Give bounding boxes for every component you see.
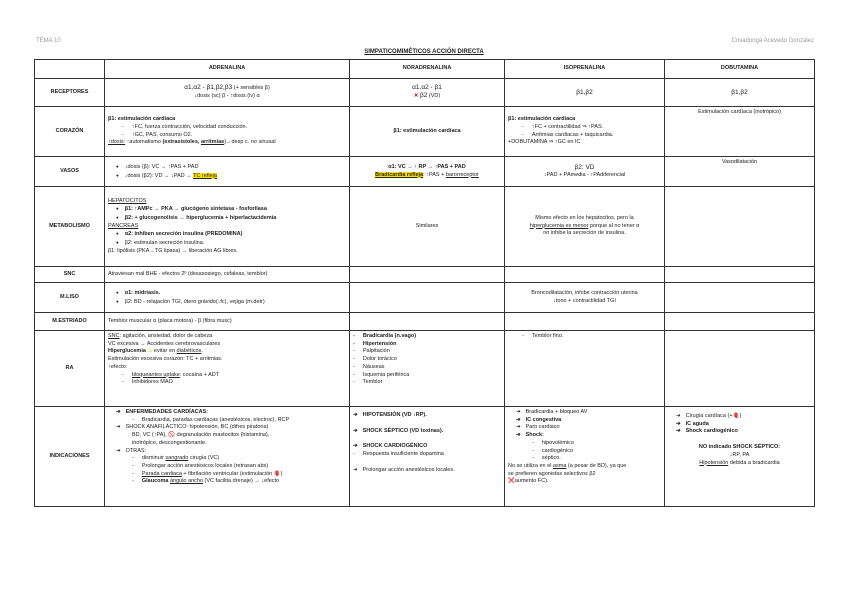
- comparison-table: [34, 59, 815, 507]
- list-item: [108, 478, 346, 486]
- list-item: ● α1: midriasis.: [108, 289, 346, 298]
- row-label-mliso: M.LISO: [35, 283, 105, 313]
- col-header-noradrenalina: NORADRENALINA: [350, 60, 505, 79]
- cell-adrenalina-vasos: [105, 157, 350, 187]
- table-row: [35, 331, 815, 407]
- cell-adrenalina-mliso: [105, 283, 350, 313]
- list-item: - Náuseas: [353, 364, 501, 372]
- cell-dobutamina-snc: [665, 267, 815, 283]
- header-corner: [35, 60, 105, 79]
- cell-noradrenalina-corazon: β1: estimulación cardíaca: [350, 107, 505, 157]
- list-item: [108, 172, 346, 181]
- list-item: β2: VD: [574, 163, 595, 171]
- bold-text: (extrasístoles,: [162, 139, 200, 146]
- row-label-snc: SNC: [35, 267, 105, 283]
- list-item: +DOBUTAMINA ⇒ ↑GC en IC: [508, 139, 581, 146]
- list-item: - hipovolémico: [508, 440, 661, 448]
- text: Cirugía cardíaca (+: [685, 413, 733, 419]
- receptor-list: α1,α2 - β1: [412, 84, 442, 92]
- cell-isoprenalina-indicaciones: [505, 407, 665, 507]
- text-line: Mismo efecto en los hepatocitos, pero la: [535, 214, 634, 221]
- cell-isoprenalina-vasos: [505, 157, 665, 187]
- text: )→desp c. no sinusal: [224, 139, 276, 146]
- text: ↓dosis (β2): VD → ↓PAD →: [124, 172, 192, 179]
- underlined-text: Hipotensión: [699, 459, 729, 466]
- receptor-excluded: β2: [419, 92, 428, 99]
- row-label-indicaciones: INDICACIONES: [35, 407, 105, 507]
- list-item: Estimulación excesiva corazón: TC + arritmias.: [108, 356, 223, 363]
- cell-isoprenalina-mestriado: [505, 313, 665, 331]
- list-item: ● β1: ↑AMPc → PKA → glucógeno sintetasa - fosforilasa: [108, 205, 346, 214]
- list-item: ➔ HIPOTENSIÓN (VD ↓RP).: [353, 412, 501, 420]
- list-item: ➔ Prolongar acción anestésicos locales.: [353, 467, 501, 475]
- underlined-text: barorreceptor: [445, 171, 479, 178]
- cell-noradrenalina-mestriado: [350, 313, 505, 331]
- list-item: - Hipertensión: [353, 341, 501, 349]
- cell-dobutamina-ra: [665, 331, 815, 407]
- table-header-row: [35, 60, 815, 79]
- prohibited-icon: 🚫: [168, 432, 176, 439]
- list-item: ● α2: inhiben secreción insulina (PREDOMINA): [108, 230, 346, 239]
- list-item: - Respuesta insuficiente dopamina: [353, 451, 501, 459]
- text: + fibrilación ventricular (estimulación: [181, 470, 274, 477]
- list-item: [508, 463, 661, 471]
- list-item: ➔ SHOCK CARDIOGÉNICO: [353, 443, 501, 451]
- list-item: ↓PAD + PAmedia - ↑PAdiferencial: [543, 171, 626, 178]
- cross-icon: ✕: [413, 93, 419, 99]
- list-item: - Palpitación: [353, 348, 501, 356]
- cell-adrenalina-metabolismo: [105, 187, 350, 267]
- text: aumento FC).: [514, 478, 549, 485]
- list-item: - ↑FC + contractilidad ⇒ ↑PAS.: [508, 124, 661, 132]
- text: degranulación mastocitos (histamina),: [175, 432, 270, 439]
- receptor-note: (+ sensibles β): [233, 85, 270, 92]
- text: (a pesar de BD), ya que: [566, 462, 627, 469]
- text: porque al no tener α: [588, 222, 640, 229]
- cell-noradrenalina-snc: [350, 267, 505, 283]
- cell-adrenalina-corazon: [105, 107, 350, 157]
- list-item: [108, 471, 346, 479]
- col-header-isoprenalina: ISOPRENALINA: [505, 60, 665, 79]
- cell-dobutamina-corazon: Estimulación cardíaca (inotrópico): [665, 107, 815, 157]
- text: .: [201, 348, 203, 355]
- cell-dobutamina-indicaciones: [665, 407, 815, 507]
- text: debida a bradicardia: [728, 459, 780, 466]
- text: : ↑PAS +: [423, 171, 445, 178]
- underlined-text: ↑dosis:: [108, 139, 126, 146]
- cell-isoprenalina-corazon: [505, 107, 665, 157]
- cell-isoprenalina-metabolismo: [505, 187, 665, 267]
- text-line: Broncodilatación, inhibe contracción uterina: [531, 289, 638, 296]
- list-item: ➔ Shock:: [508, 432, 661, 440]
- highlight-text: Bradicardia refleja: [375, 171, 424, 178]
- cell-dobutamina-receptores: β1,β2: [665, 79, 815, 107]
- list-item: [108, 333, 346, 341]
- row-label-mestriado: M.ESTRIADO: [35, 313, 105, 331]
- row-label-ra: RA: [35, 331, 105, 407]
- text-line: no inhibe la secreción de insulina.: [543, 230, 626, 237]
- list-item: - Bradicardia (n.vago): [353, 333, 501, 341]
- list-item: VC excesiva → Accidentes cerebrovasculares: [108, 340, 221, 347]
- underlined-text: diabéticos: [176, 348, 202, 355]
- list-item: - Isquemia periférica: [353, 372, 501, 380]
- list-item: [508, 478, 661, 486]
- table-row: [35, 157, 815, 187]
- heart-icon: 🫀: [273, 470, 281, 477]
- underlined-text: ángulo ancho: [169, 478, 203, 485]
- text: : cocaína + ADT: [179, 371, 220, 378]
- cell-adrenalina-mestriado: Temblor muscular α (placa motora) - β (fibra musc): [105, 313, 350, 331]
- cell-noradrenalina-receptores: [350, 79, 505, 107]
- table-row: [35, 79, 815, 107]
- cell-noradrenalina-mliso: [350, 283, 505, 313]
- list-item: ➔ ENFERMEDADES CARDÍACAS:: [108, 409, 346, 417]
- list-item: ➔ IC congestiva: [508, 417, 661, 425]
- header-author: Covadonga Acevedo González: [731, 38, 814, 44]
- row-label-corazon: CORAZÓN: [35, 107, 105, 157]
- text-line: [508, 223, 661, 231]
- list-item: ➔ Bradicardia + bloqueo AV: [508, 409, 661, 417]
- cell-noradrenalina-vasos: [350, 157, 505, 187]
- underlined-text: hiperglucemia es menor: [529, 222, 589, 229]
- list-item: ● ↓dosis (β): VC → ↑PAS + PAD: [108, 163, 346, 172]
- cell-adrenalina-ra: [105, 331, 350, 407]
- list-item: - cardiogénico: [508, 448, 661, 456]
- underlined-text: bloqueantes uptake: [131, 371, 180, 378]
- table-row: [35, 187, 815, 267]
- list-item: NO indicado SHOCK SÉPTICO:: [698, 444, 781, 451]
- list-item: se prefieren agonistas selectivos β2: [508, 470, 596, 477]
- receptor-note: (VD): [428, 93, 441, 99]
- cell-adrenalina-indicaciones: [105, 407, 350, 507]
- row-label-receptores: RECEPTORES: [35, 79, 105, 107]
- list-item: - Dolor torácico: [353, 356, 501, 364]
- list-item: - Temblor fino.: [508, 333, 661, 341]
- col-header-dobutamina: DOBUTAMINA: [665, 60, 815, 79]
- table-row: [35, 267, 815, 283]
- row-label-vasos: VASOS: [35, 157, 105, 187]
- text: ): [280, 470, 283, 477]
- header-topic: TEMA 10: [36, 38, 61, 44]
- cell-heading: β1: estimulación cardíaca: [108, 116, 176, 123]
- list-item: ➔ Shock cardiogénico: [668, 428, 811, 436]
- list-item: - Prolongar acción anestésicos locales (retrasan abs): [108, 463, 346, 471]
- table-row: [35, 313, 815, 331]
- list-item: - Bradicardia, paradas cardíacas (anestésicos, electroc), RCP: [108, 417, 346, 425]
- dose-note: ↓dosis (sc) β - ↑dosis (iv) α: [194, 93, 260, 99]
- list-item: [108, 372, 346, 380]
- receptor-list: α1,α2 - β1,β2,β3: [184, 84, 233, 92]
- list-item: [108, 455, 346, 463]
- text: evitar en: [152, 348, 177, 355]
- table-row: [35, 107, 815, 157]
- list-item: ➔ SHOCK SÉPTICO (VD toxinas).: [353, 428, 501, 436]
- cell-dobutamina-mliso: [665, 283, 815, 313]
- bold-text: Glaucoma: [141, 478, 170, 485]
- text: ↑automatismo: [126, 139, 161, 146]
- cell-dobutamina-metabolismo: [665, 187, 815, 267]
- text: : agitación, ansiedad, dolor de cabeza: [119, 333, 213, 339]
- text: disminuir: [141, 455, 166, 462]
- cell-isoprenalina-snc: [505, 267, 665, 283]
- text: No se utiliza en el: [508, 462, 553, 469]
- list-item: - séptico.: [508, 455, 661, 463]
- bold-text: arritmias: [200, 139, 225, 146]
- cell-noradrenalina-ra: [350, 331, 505, 407]
- list-item: ● β2: estimulan secreción insulina.: [108, 239, 346, 248]
- list-item: ● β2: + glucogenolisis → hiperglucemia + hiperlactacidemia: [108, 214, 346, 223]
- col-header-adrenalina: ADRENALINA: [105, 60, 350, 79]
- text: cirugía (VC): [188, 455, 220, 462]
- list-item: [353, 172, 501, 180]
- cell-noradrenalina-indicaciones: [350, 407, 505, 507]
- cell-isoprenalina-receptores: β1,β2: [505, 79, 665, 107]
- list-item: - Inhibidores MAO: [108, 379, 346, 387]
- row-label-metabolismo: METABOLISMO: [35, 187, 105, 267]
- list-item: - Arritmias cardiacas + taquicardia.: [508, 132, 661, 140]
- document-title: SIMPATICOMIMÉTICOS ACCIÓN DIRECTA: [364, 49, 484, 55]
- bold-text: Hiperglucemia: [108, 348, 146, 355]
- list-item: ➔ IC aguda: [668, 421, 811, 429]
- list-item: β1: lipólisis (PKA→TG lipasa) → liberación AG libres.: [108, 247, 238, 254]
- subheading: HEPATOCITOS: [108, 197, 147, 204]
- list-item: ↓RP, PA: [729, 451, 750, 458]
- list-item: ➔ Paro cardiaco: [508, 424, 661, 432]
- list-item: inotrópico, descongestionante.: [132, 439, 207, 446]
- underlined-text: Parada cardiaca: [141, 470, 182, 477]
- text: (VC facilita drenaje) → ↓efecto: [203, 478, 280, 485]
- text-line: ↓tono + contractilidad TGI: [553, 297, 616, 304]
- cell-noradrenalina-metabolismo: Similares: [350, 187, 505, 267]
- underlined-text: sangrado: [165, 455, 189, 462]
- list-item: ↑efecto:: [108, 363, 128, 370]
- list-item: - ↑GC, PAS, consumo O2.: [108, 132, 346, 140]
- table-row: [35, 283, 815, 313]
- cell-dobutamina-mestriado: [665, 313, 815, 331]
- table-row: [35, 407, 815, 507]
- list-item: - ↑FC, fuerza contracción, velocidad conducción.: [108, 124, 346, 132]
- cell-adrenalina-snc: Atraviesan mal BHE - efectos 2º (desasosiego, cefaleas, temblor): [105, 267, 350, 283]
- cell-isoprenalina-ra: [505, 331, 665, 407]
- list-item: ➔ SHOCK ANAFILÁCTICO: hipotensión, BC (difres piratoria): [108, 424, 346, 432]
- text: ): [739, 413, 742, 419]
- subheading: PÁNCREAS: [108, 222, 139, 229]
- list-item: α1: VC → ↑ RP → ↑PAS + PAD: [388, 163, 466, 170]
- cell-dobutamina-vasos: Vasodilatación: [665, 157, 815, 187]
- list-item: - Temblor: [353, 379, 501, 387]
- list-item: [668, 460, 811, 468]
- heart-icon: 🫀: [732, 413, 740, 419]
- list-item: [108, 139, 346, 147]
- warning-icon: ⚠: [147, 348, 153, 355]
- cell-isoprenalina-mliso: [505, 283, 665, 313]
- list-item: [668, 413, 811, 421]
- underlined-text: SNC: [108, 333, 120, 339]
- underlined-text: asma: [552, 462, 567, 469]
- highlight-text: TC refleja: [193, 172, 217, 179]
- cell-heading: β1: estimulación cardíaca: [508, 116, 576, 123]
- text: BD, VC (↑PA),: [132, 432, 167, 439]
- cell-adrenalina-receptores: [105, 79, 350, 107]
- cross-icon: ❌: [508, 478, 515, 485]
- list-item: ➔ OTRAS:: [108, 448, 346, 456]
- list-item: ● β2: BD - relajación TGI, útero grávido(↓fc), vejiga (m.detr): [108, 298, 346, 307]
- list-item: [108, 348, 346, 356]
- list-item: [108, 432, 346, 440]
